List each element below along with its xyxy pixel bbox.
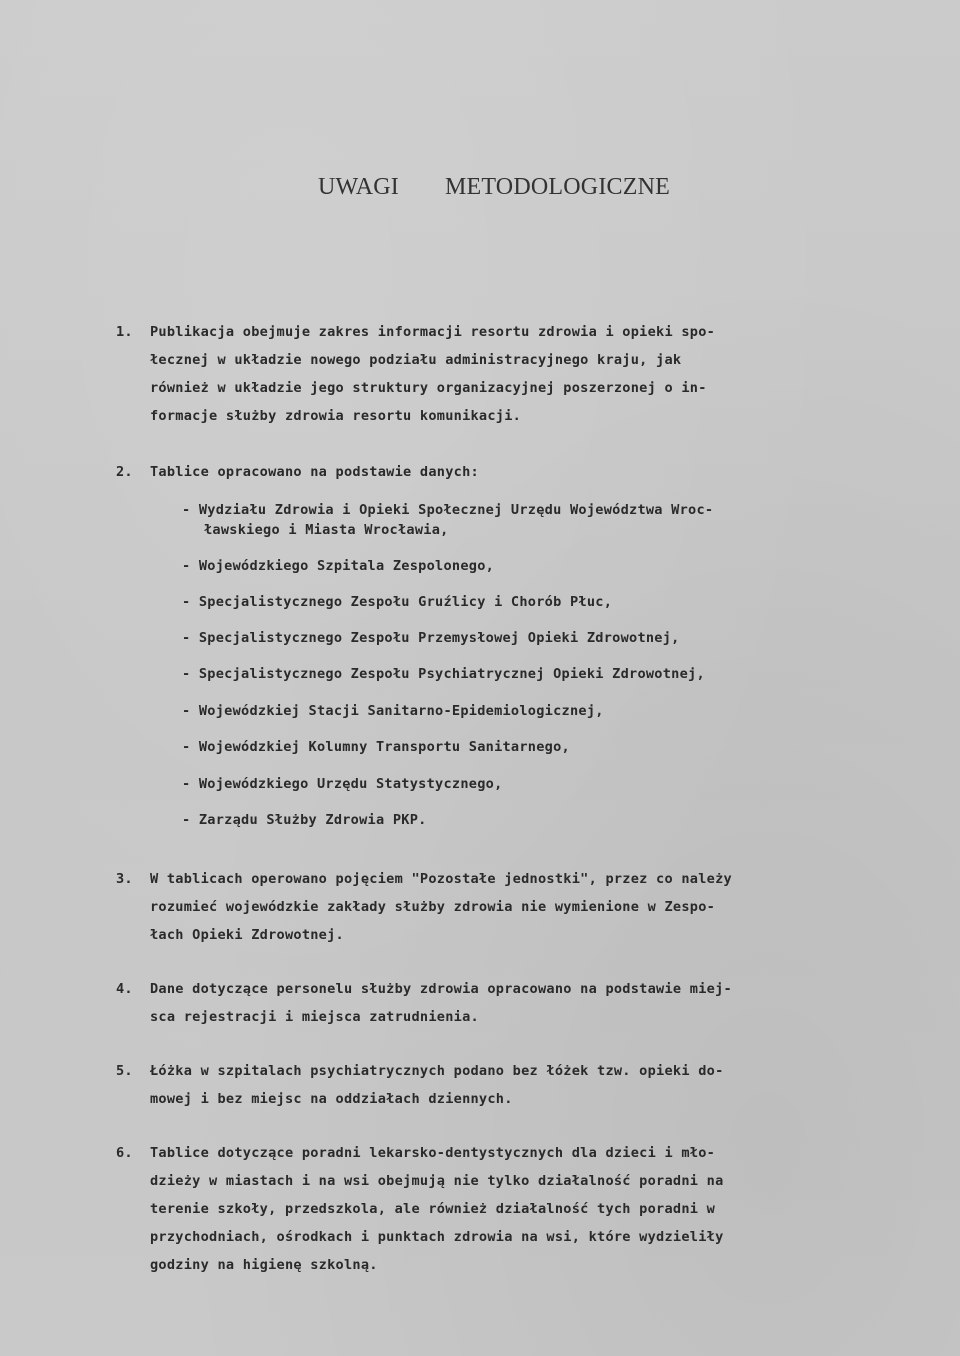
paragraph-1-line-1: Publikacja obejmuje zakres informacji resortu zdrowia i opieki spo- <box>150 324 716 340</box>
page-title <box>318 174 670 201</box>
source-item-4: - Specjalistycznego Zespołu Przemysłowej Opieki Zdrowotnej, <box>182 630 680 646</box>
paragraph-6-line-4: przychodniach, ośrodkach i punktach zdrowia na wsi, które wydzieliły <box>150 1229 724 1245</box>
paragraph-6-line-3: terenie szkoły, przedszkola, ale również działalność tych poradni w <box>150 1201 716 1217</box>
source-item-1-line-2: ławskiego i Miasta Wrocławia, <box>204 522 449 538</box>
paragraph-1-line-4: formacje służby zdrowia resortu komunikacji. <box>150 408 522 424</box>
paragraph-5-number: 5. <box>116 1063 133 1079</box>
source-item-9: - Zarządu Służby Zdrowia PKP. <box>182 812 427 828</box>
paragraph-6-number: 6. <box>116 1145 133 1161</box>
paragraph-2-line-1: Tablice opracowano na podstawie danych: <box>150 464 479 480</box>
paragraph-4-line-1: Dane dotyczące personelu służby zdrowia opracowano na podstawie miej- <box>150 981 732 997</box>
source-item-7: - Wojewódzkiej Kolumny Transportu Sanitarnego, <box>182 739 570 755</box>
title-word-metodologiczne: METODOLOGICZNE <box>444 174 670 200</box>
paragraph-1-number: 1. <box>116 324 133 340</box>
paragraph-5-line-1: Łóżka w szpitalach psychiatrycznych podano bez łóżek tzw. opieki do- <box>150 1063 724 1079</box>
source-item-3: - Specjalistycznego Zespołu Gruźlicy i Chorób Płuc, <box>182 594 613 610</box>
source-item-8: - Wojewódzkiego Urzędu Statystycznego, <box>182 776 503 792</box>
source-item-1-line-1: - Wydziału Zdrowia i Opieki Społecznej Urzędu Województwa Wroc- <box>182 502 714 518</box>
paragraph-1-line-3: również w układzie jego struktury organizacyjnej poszerzonej o in- <box>150 380 707 396</box>
paragraph-6-line-1: Tablice dotyczące poradni lekarsko-dentystycznych dla dzieci i mło- <box>150 1145 716 1161</box>
paragraph-5-line-2: mowej i bez miejsc na oddziałach dziennych. <box>150 1091 513 1107</box>
title-word-uwagi: UWAGI <box>318 174 399 200</box>
source-item-2: - Wojewódzkiego Szpitala Zespolonego, <box>182 558 495 574</box>
source-item-5: - Specjalistycznego Zespołu Psychiatrycznej Opieki Zdrowotnej, <box>182 666 705 682</box>
paragraph-3-line-3: łach Opieki Zdrowotnej. <box>150 927 344 943</box>
paragraph-2-number: 2. <box>116 464 133 480</box>
paragraph-3-number: 3. <box>116 871 133 887</box>
paragraph-3-line-1: W tablicach operowano pojęciem "Pozostałe jednostki", przez co należy <box>150 871 732 887</box>
paragraph-4-number: 4. <box>116 981 133 997</box>
paragraph-6-line-5: godziny na higienę szkolną. <box>150 1257 378 1273</box>
source-item-6: - Wojewódzkiej Stacji Sanitarno-Epidemiologicznej, <box>182 703 604 719</box>
paragraph-4-line-2: sca rejestracji i miejsca zatrudnienia. <box>150 1009 479 1025</box>
paragraph-1-line-2: łecznej w układzie nowego podziału administracyjnego kraju, jak <box>150 352 682 368</box>
paragraph-6-line-2: dzieży w miastach i na wsi obejmują nie tylko działalność poradni na <box>150 1173 724 1189</box>
paragraph-3-line-2: rozumieć wojewódzkie zakłady służby zdrowia nie wymienione w Zespo- <box>150 899 716 915</box>
